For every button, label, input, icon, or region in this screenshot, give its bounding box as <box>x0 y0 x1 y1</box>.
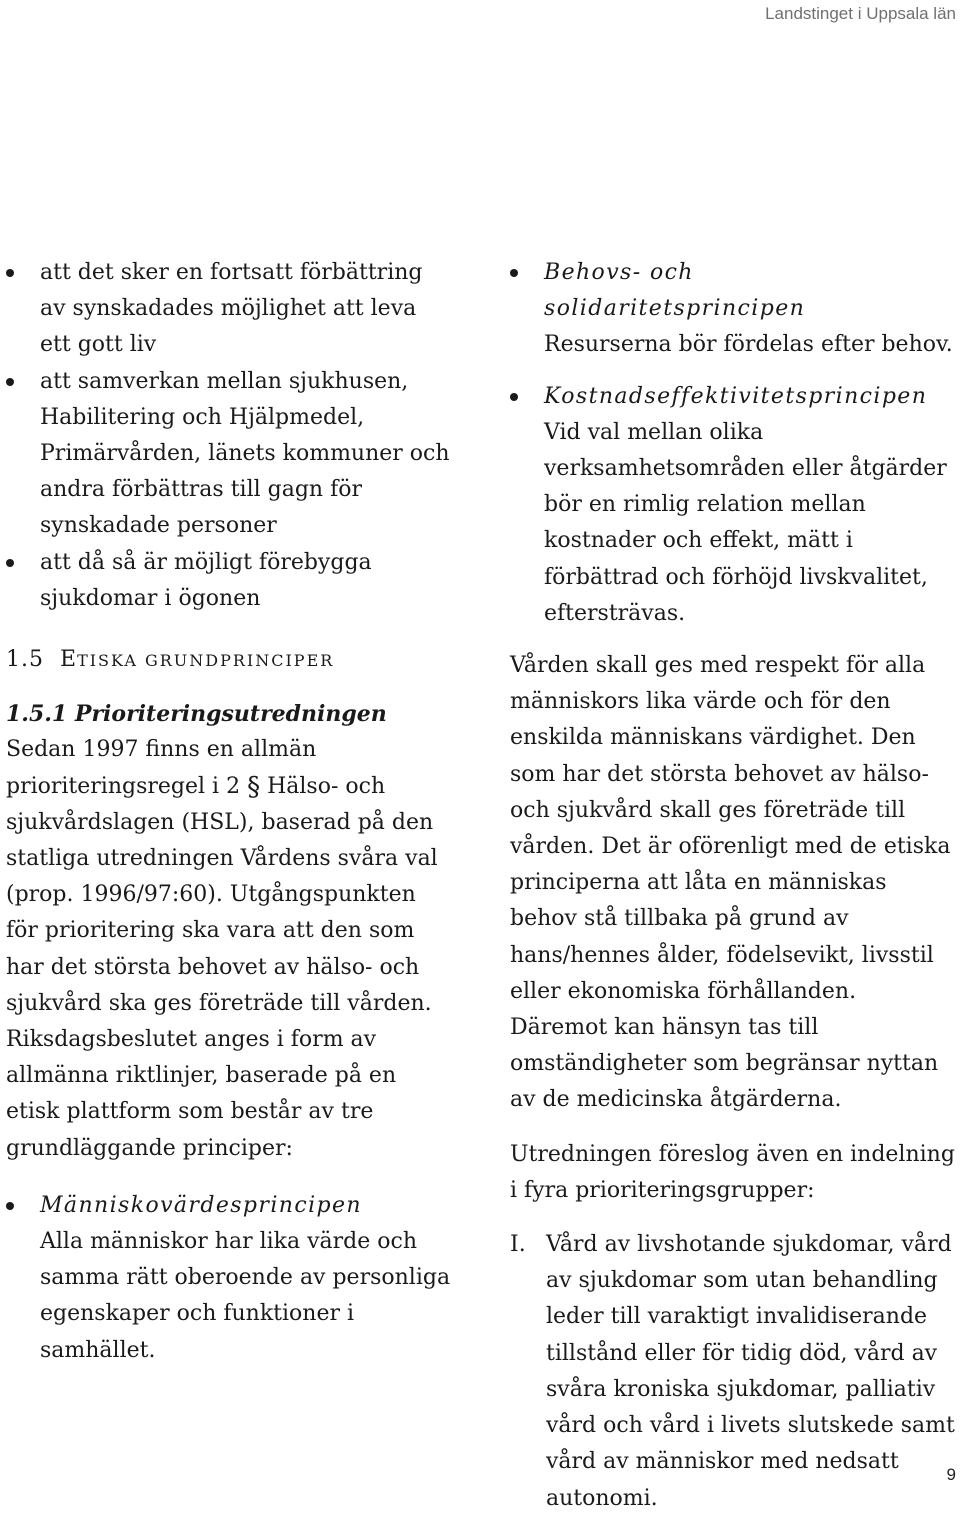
list-item <box>510 1227 960 1517</box>
page-number: 9 <box>946 1465 956 1484</box>
subsection-number: 1.5.1 <box>6 701 68 728</box>
section-sign: § <box>247 771 261 802</box>
running-header: Landstinget i Uppsala län <box>765 4 956 23</box>
principle-list <box>6 1188 452 1369</box>
left-column <box>6 255 452 1369</box>
section-heading <box>6 642 452 679</box>
principle-text: Vid val mellan olika verksamhetsområden eller åtgärder bör en rimlig relation mellan kostnader och effekt, mätt i förbättrad och förhöjd livskvalitet, eftersträvas. <box>544 419 947 626</box>
roman-numeral: I. <box>510 1232 526 1258</box>
subsection-heading <box>6 696 452 732</box>
list-item <box>510 255 960 364</box>
principle-title: Människovärdesprincipen <box>40 1192 362 1218</box>
list-item: att samverkan mellan sjukhusen, Habilitering och Hjälpmedel, Primärvården, länets kommuner och andra förbättras till gagn för synskadade personer <box>6 364 452 545</box>
group-text: Vård av livshotande sjukdomar, vård av sjukdomar som utan behandling leder till varaktigt invalidiserande tillstånd eller för tidig död, vård av svåra kroniska sjukdomar, palliativ vård och vård i livets slutskede samt vård av människor med nedsatt autonomi. <box>546 1232 955 1511</box>
list-item <box>510 379 960 632</box>
principle-text: Resurserna bör fördelas efter behov. <box>544 332 953 358</box>
principle-text: Alla människor har lika värde och samma rätt oberoende av personliga egenskaper och funktioner i samhället. <box>40 1229 451 1363</box>
body-paragraph: Utredningen föreslog även en indelning i fyra prioriteringsgrupper: <box>510 1141 955 1203</box>
principle-list-continued <box>510 255 960 632</box>
list-item: att det sker en fortsatt förbättring av synskadades möjlighet att leva ett gott liv <box>6 255 452 364</box>
section-title-initial: E <box>60 647 78 673</box>
body-paragraph <box>6 732 452 1166</box>
subsection-title: Prioriteringsutredningen <box>74 701 387 728</box>
list-item <box>6 1188 452 1369</box>
paragraph-text-end: Hälso- och sjukvårdslagen (HSL), baserad på den statliga utredningen Vårdens svåra val (prop. 1996/97:60). Utgångspunkten för prioritering ska vara att den som har det största behovet av hälso- och sjukvård ska ges företräde till vården. Riksdagsbeslutet anges i form av allmänna riktlinjer, baserade på en etisk plattform som består av tre grundläggande principer: <box>6 773 438 1161</box>
paragraph-text-start: Sedan 1997 finns en allmän prioriteringsregel i 2 <box>6 737 317 799</box>
section-title-rest: TISKA GRUNDPRINCIPER <box>77 651 335 671</box>
principle-title: Behovs- och solidaritetsprincipen <box>544 260 806 322</box>
goal-bullet-list <box>6 255 452 617</box>
priority-group-list <box>510 1227 960 1517</box>
principle-title: Kostnadseffektivitetsprincipen <box>544 383 928 409</box>
list-item: att då så är möjligt förebygga sjukdomar i ögonen <box>6 545 452 617</box>
section-number: 1.5 <box>6 647 44 673</box>
right-column <box>510 255 960 1517</box>
body-paragraph: Vården skall ges med respekt för alla människors lika värde och för den enskilda människans värdighet. Den som har det största behovet av hälso- och sjukvård skall ges företräde till vården. Det är oförenligt med de etiska principerna att låta en människas behov stå tillbaka på grund av hans/hennes ålder, födelsevikt, livsstil eller ekonomiska förhållanden. Däremot kan hänsyn tas till omständigheter som begränsar nyttan av de medicinska åtgärderna. <box>510 653 951 1113</box>
